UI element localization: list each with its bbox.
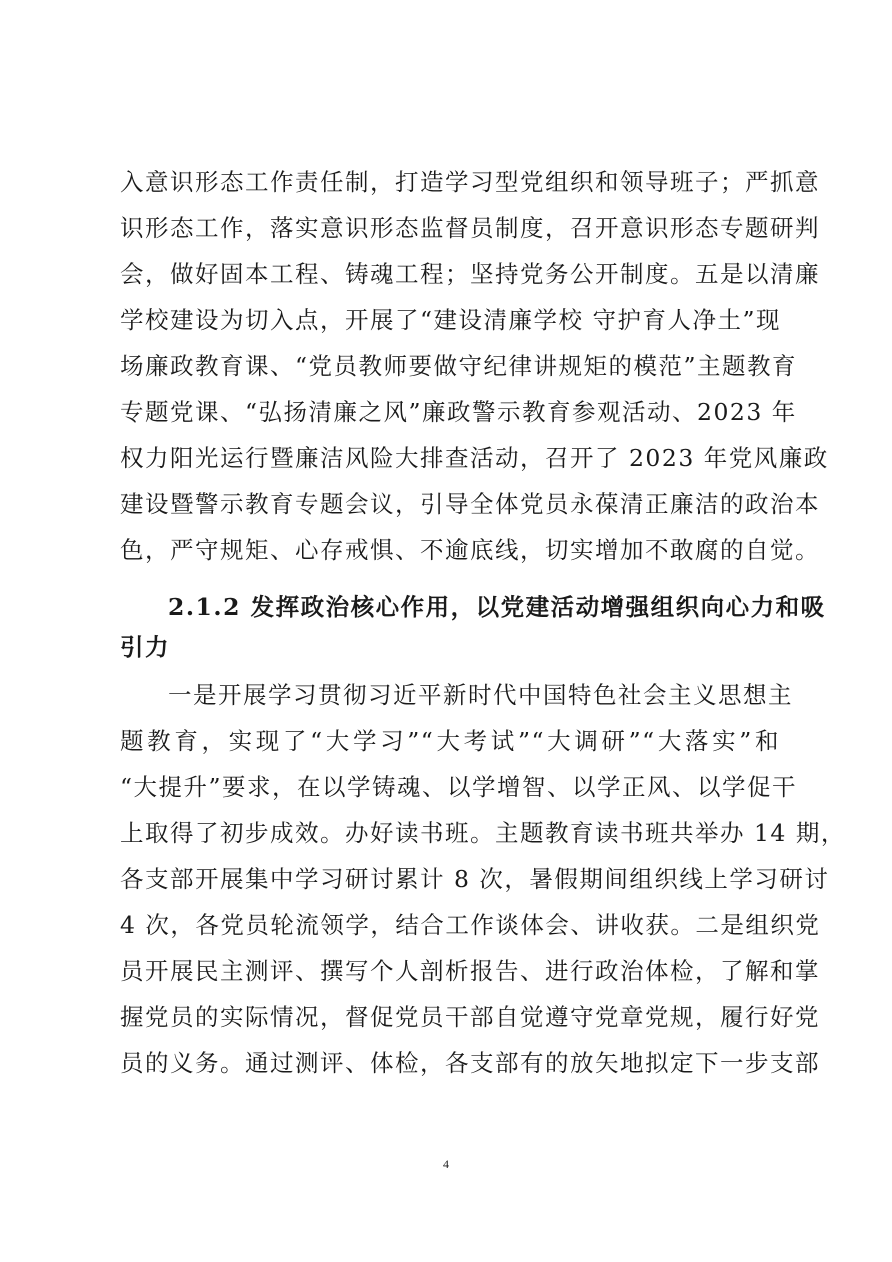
body-text-line: 上取得了初步成效。办好读书班。主题教育读书班共举办 14 期， bbox=[120, 819, 846, 847]
body-text-line: 色，严守规矩、心存戒惧、不逾底线，切实增加不敢腐的自觉。 bbox=[120, 536, 820, 564]
body-text-line: 场廉政教育课、“党员教师要做守纪律讲规矩的模范”主题教育 bbox=[120, 352, 798, 380]
body-text-line: 建设暨警示教育专题会议，引导全体党员永葆清正廉洁的政治本 bbox=[120, 490, 820, 518]
body-text-line: 识形态工作，落实意识形态监督员制度，召开意识形态专题研判 bbox=[120, 214, 820, 242]
body-text-line: 员的义务。通过测评、体检，各支部有的放矢地拟定下一步支部 bbox=[120, 1049, 820, 1077]
body-text-line: 员开展民主测评、撰写个人剖析报告、进行政治体检，了解和掌 bbox=[120, 957, 820, 985]
body-text-line: 一是开展学习贯彻习近平新时代中国特色社会主义思想主 bbox=[168, 681, 793, 709]
body-text-line: 题教育，实现了“大学习”“大考试”“大调研”“大落实”和 bbox=[120, 727, 780, 755]
body-text-line: 各支部开展集中学习研讨累计 8 次，暑假期间组织线上学习研讨 bbox=[120, 865, 830, 893]
body-text-line: 专题党课、“弘扬清廉之风”廉政警示教育参观活动、2023 年 bbox=[120, 398, 797, 426]
section-heading-continued: 引力 bbox=[120, 633, 170, 661]
body-text-line: 4 次，各党员轮流领学，结合工作谈体会、讲收获。二是组织党 bbox=[120, 911, 821, 939]
page-number: 4 bbox=[443, 1157, 449, 1171]
body-text-line: 权力阳光运行暨廉洁风险大排查活动，召开了 2023 年党风廉政 bbox=[120, 444, 829, 472]
body-text-line: 入意识形态工作责任制，打造学习型党组织和领导班子；严抓意 bbox=[120, 168, 820, 196]
section-heading: 2.1.2 发挥政治核心作用，以党建活动增强组织向心力和吸 bbox=[168, 593, 826, 621]
body-text-line: 会，做好固本工程、铸魂工程；坚持党务公开制度。五是以清廉 bbox=[120, 260, 820, 288]
body-text-line: “大提升”要求，在以学铸魂、以学增智、以学正风、以学促干 bbox=[120, 773, 798, 801]
body-text-line: 学校建设为切入点，开展了“建设清廉学校 守护育人净土”现 bbox=[120, 306, 781, 334]
body-text-line: 握党员的实际情况，督促党员干部自觉遵守党章党规，履行好党 bbox=[120, 1003, 820, 1031]
